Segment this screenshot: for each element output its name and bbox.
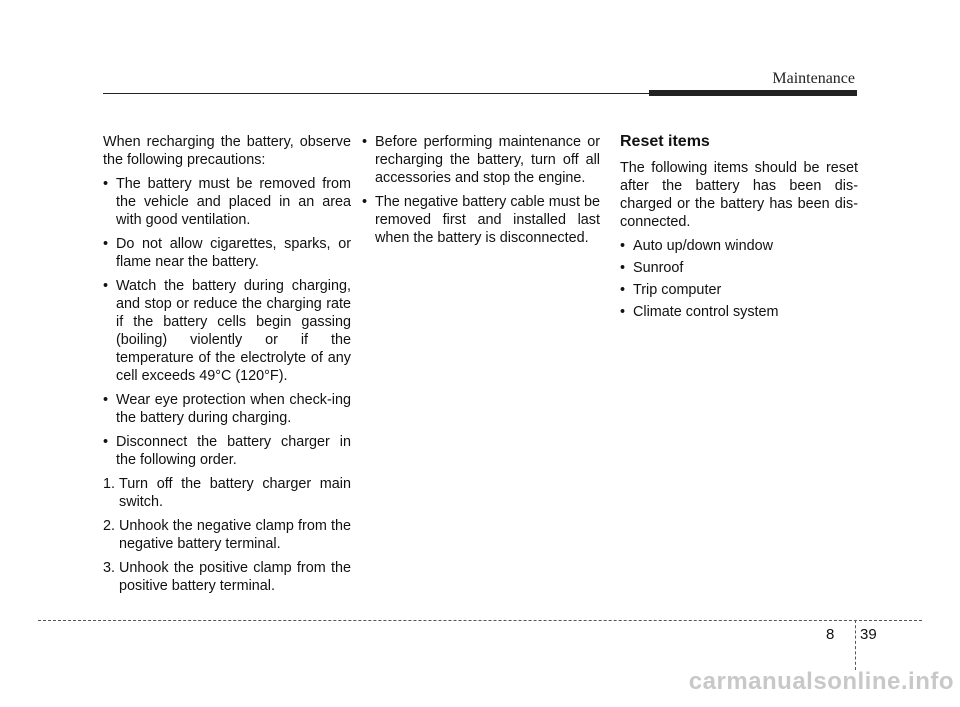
reset-intro: The following items should be reset after the battery has been dis-charged or the battery has been dis-connected.	[620, 160, 858, 230]
list-item-text: Do not allow cigarettes, sparks, or flame near the battery.	[116, 236, 351, 270]
footer-rule	[38, 620, 922, 621]
list-item	[620, 259, 858, 277]
step-item	[103, 559, 351, 595]
list-item	[103, 235, 351, 271]
section-heading: Reset items	[620, 133, 710, 150]
list-item	[103, 175, 351, 229]
bullet-marker: •	[620, 282, 626, 298]
footer-divider	[855, 620, 856, 670]
list-item-text: Wear eye protection when check-ing the battery during charging.	[116, 392, 351, 426]
step-number: 2.	[103, 518, 116, 534]
section-number: 8	[826, 626, 835, 643]
list-item	[620, 281, 858, 299]
header-bar	[649, 90, 857, 96]
list-item-text: Trip computer	[633, 282, 722, 298]
precautions-intro: When recharging the battery, observe the following precautions:	[103, 134, 351, 168]
list-item-text: The negative battery cable must be removed first and installed last when the battery is disconnected.	[375, 194, 600, 246]
bullet-marker: •	[103, 392, 109, 408]
bullet-marker: •	[620, 238, 626, 254]
bullet-marker: •	[362, 134, 368, 150]
column-1	[103, 133, 351, 601]
bullet-marker: •	[103, 278, 109, 294]
list-item	[103, 433, 351, 469]
header-rule	[103, 93, 649, 94]
list-item	[103, 391, 351, 427]
bullet-marker: •	[620, 260, 626, 276]
bullet-marker: •	[103, 236, 109, 252]
bullet-marker: •	[103, 176, 109, 192]
column-3	[620, 133, 858, 325]
bullet-marker: •	[620, 304, 626, 320]
list-item-text: Before performing maintenance or recharging the battery, turn off all accessories and stop the engine.	[375, 134, 600, 186]
list-item	[620, 303, 858, 321]
header-title: Maintenance	[772, 70, 855, 87]
list-item	[362, 133, 600, 187]
page-number: 39	[860, 626, 877, 643]
watermark: carmanualsonline.info	[688, 668, 954, 695]
step-number: 1.	[103, 476, 116, 492]
step-number: 3.	[103, 560, 116, 576]
list-item-text: Sunroof	[633, 260, 684, 276]
column-2	[362, 133, 600, 253]
step-text: Unhook the positive clamp from the positive battery terminal.	[119, 560, 351, 594]
list-item-text: Climate control system	[633, 304, 779, 320]
step-text: Turn off the battery charger main switch.	[119, 476, 351, 510]
step-item	[103, 517, 351, 553]
step-item	[103, 475, 351, 511]
list-item-text: Watch the battery during charging, and stop or reduce the charging rate if the battery cells begin gassing (boiling) violently or if the temperature of the electrolyte of any cell exceeds 49°C (120°F).	[116, 278, 351, 384]
list-item	[103, 277, 351, 385]
list-item	[362, 193, 600, 247]
list-item-text: Auto up/down window	[633, 238, 773, 254]
list-item	[620, 237, 858, 255]
list-item-text: Disconnect the battery charger in the following order.	[116, 434, 351, 468]
bullet-marker: •	[103, 434, 109, 450]
bullet-marker: •	[362, 194, 368, 210]
step-text: Unhook the negative clamp from the negative battery terminal.	[119, 518, 351, 552]
list-item-text: The battery must be removed from the vehicle and placed in an area with good ventilation.	[116, 176, 351, 228]
